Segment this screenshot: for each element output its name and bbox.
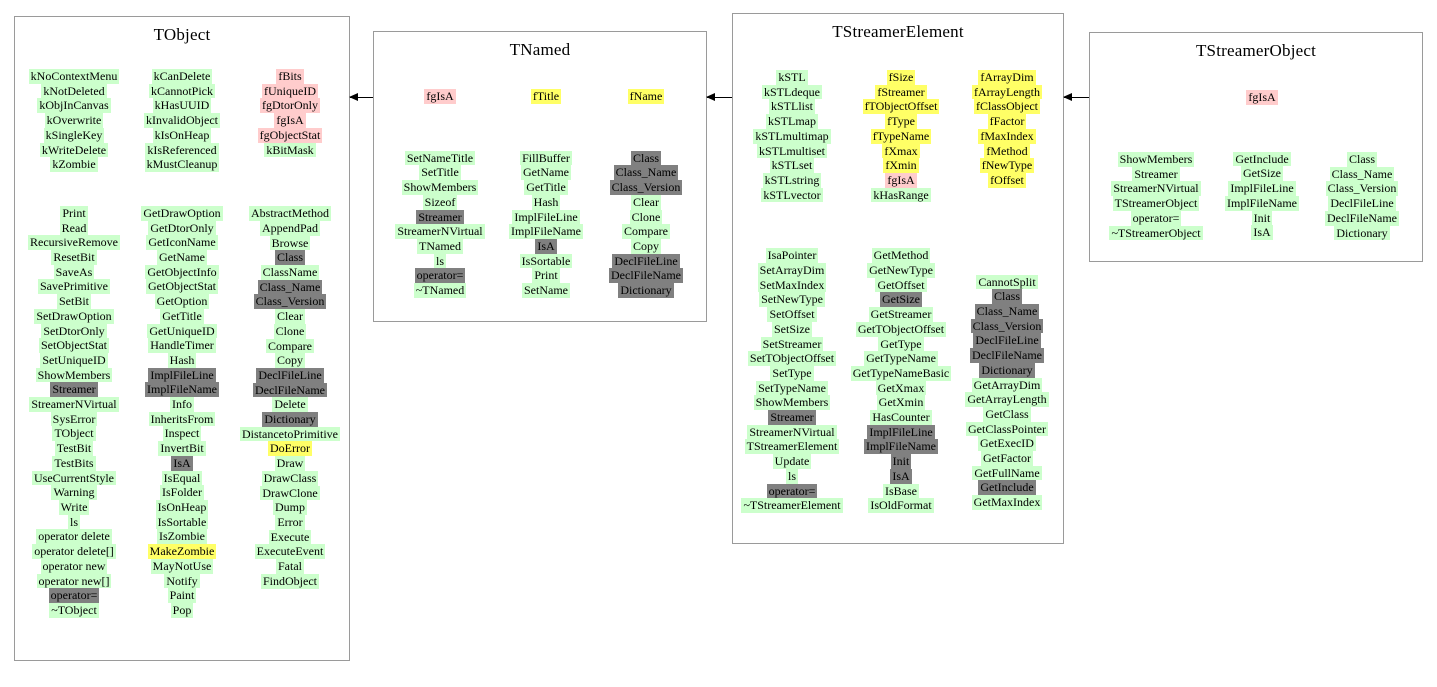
member-item[interactable]: TStreamerElement [746, 439, 838, 454]
member-item[interactable]: MayNotUse [152, 558, 212, 573]
member-item[interactable]: RecursiveRemove [30, 235, 118, 250]
member-item[interactable]: kSingleKey [45, 127, 103, 142]
member-item[interactable]: fFactor [989, 114, 1025, 129]
member-item[interactable]: GetInclude [1235, 151, 1289, 166]
member-item[interactable]: GetTObjectOffset [857, 321, 945, 336]
member-item[interactable]: kObjInCanvas [39, 98, 109, 113]
member-item[interactable]: DeclFileLine [614, 253, 678, 268]
member-item[interactable]: StreamerNVirtual [31, 397, 117, 412]
member-item[interactable]: AbstractMethod [251, 206, 329, 221]
member-item[interactable]: GetTitle [526, 180, 566, 195]
member-item[interactable]: SetNewType [761, 292, 823, 307]
member-item[interactable]: IsA [173, 455, 191, 470]
member-item[interactable]: SetType [772, 365, 812, 380]
member-item[interactable]: Notify [166, 573, 198, 588]
tnamed-col-2 [496, 62, 596, 298]
member-item[interactable]: operator new[] [38, 573, 110, 588]
member-item[interactable]: SetDtorOnly [43, 323, 105, 338]
member-item[interactable]: kCannotPick [151, 83, 213, 98]
member-item[interactable]: ImplFileLine [514, 209, 578, 224]
member-item[interactable]: ImplFileName [511, 224, 581, 239]
member-item[interactable]: GetXmin [878, 395, 924, 410]
class-title-tobject: TObject [153, 25, 211, 44]
class-title-tnamed: TNamed [509, 40, 571, 59]
member-item[interactable]: kSTLmultiset [759, 143, 825, 158]
member-item[interactable]: ~TStreamerObject [1111, 225, 1201, 240]
member-item[interactable]: TObject [54, 426, 94, 441]
member-item[interactable]: fXmin [885, 158, 917, 173]
member-item[interactable]: Dictionary [981, 362, 1033, 377]
member-item[interactable]: ShowMembers [755, 395, 829, 410]
member-item[interactable]: Class_Version [1327, 181, 1397, 196]
tstreamerobject-col-1 [1100, 63, 1212, 240]
member-item[interactable]: kIsOnHeap [154, 127, 210, 142]
member-item[interactable]: Draw [276, 456, 304, 471]
member-item[interactable]: GetInclude [980, 480, 1034, 495]
class-title-tstreamerobject: TStreamerObject [1195, 41, 1317, 60]
member-item[interactable]: ClassName [262, 265, 318, 280]
member-item[interactable]: Class [993, 289, 1020, 304]
member-item[interactable]: kSTLmultimap [755, 128, 829, 143]
member-item[interactable]: operator= [416, 268, 464, 283]
class-columns-tnamed [374, 62, 706, 298]
member-item[interactable]: GetOption [156, 294, 208, 309]
member-item[interactable]: fClassObject [976, 99, 1038, 114]
member-item[interactable]: Hash [169, 352, 195, 367]
member-item[interactable]: kMustCleanup [146, 157, 218, 172]
member-item[interactable]: SaveAs [55, 264, 93, 279]
member-item[interactable]: operator delete[] [34, 544, 114, 559]
member-item[interactable]: SetUniqueID [42, 352, 106, 367]
member-item[interactable]: IsaPointer [767, 248, 817, 263]
member-item[interactable]: DrawClass [263, 470, 317, 485]
member-item[interactable]: SetArrayDim [759, 263, 825, 278]
member-item[interactable]: IsEqual [163, 470, 201, 485]
member-item[interactable]: GetStreamer [870, 307, 932, 322]
member-item[interactable]: Write [60, 499, 88, 514]
member-item[interactable]: GetXmax [877, 380, 925, 395]
member-item[interactable]: Fatal [278, 559, 302, 574]
tstreamerobject-col-3 [1312, 63, 1412, 240]
member-item[interactable]: SysError [52, 411, 96, 426]
member-item[interactable]: fgIsA [887, 172, 915, 187]
member-item[interactable]: IsA [537, 238, 555, 253]
member-item[interactable]: DeclFileLine [1330, 196, 1394, 211]
member-item[interactable]: GetType [880, 336, 922, 351]
member-item[interactable]: GetSize [882, 292, 920, 307]
member-item[interactable]: Sizeof [424, 194, 456, 209]
member-item[interactable]: HandleTimer [150, 338, 214, 353]
member-item[interactable]: SetNameTitle [406, 150, 474, 165]
member-item[interactable]: InvertBit [160, 441, 204, 456]
member-item[interactable]: ~TNamed [415, 283, 465, 298]
member-item[interactable]: GetName [159, 250, 205, 265]
member-item[interactable]: Dictionary [1336, 225, 1388, 240]
member-item[interactable]: fOffset [990, 172, 1024, 187]
member-item[interactable]: IsSortable [157, 514, 207, 529]
member-item[interactable]: IsA [1253, 225, 1271, 240]
member-item[interactable]: ~TStreamerElement [743, 498, 841, 513]
class-columns-tstreamerelement [733, 44, 1063, 513]
member-item[interactable]: Class_Version [972, 318, 1042, 333]
member-item[interactable]: IsFolder [162, 485, 202, 500]
member-item[interactable]: kHasUUID [154, 98, 210, 113]
member-item[interactable]: SetStreamer [762, 336, 822, 351]
member-item[interactable]: Inspect [164, 426, 200, 441]
member-item[interactable]: Clear [277, 309, 303, 324]
member-item[interactable]: kSTLlist [770, 99, 813, 114]
member-item[interactable]: fBits [278, 69, 302, 83]
member-item[interactable]: fMethod [986, 143, 1028, 158]
member-item[interactable]: Delete [274, 397, 306, 412]
member-item[interactable]: ls [435, 253, 444, 268]
member-item[interactable]: DoError [270, 441, 310, 456]
member-item[interactable]: IsOldFormat [870, 498, 932, 513]
member-item[interactable]: HasCounter [872, 410, 930, 425]
member-item[interactable]: GetObjectStat [148, 279, 216, 294]
member-item[interactable]: SetTypeName [758, 380, 826, 395]
member-item[interactable]: SavePrimitive [40, 279, 108, 294]
member-item[interactable]: ImplFileLine [150, 367, 214, 382]
tobject-col-1 [18, 47, 130, 618]
member-item[interactable]: kNoContextMenu [30, 69, 118, 83]
member-item[interactable]: kSTLdeque [764, 84, 820, 99]
member-item[interactable]: TStreamerObject [1114, 196, 1198, 211]
member-item[interactable]: Copy [276, 353, 303, 368]
member-item[interactable]: ShowMembers [403, 180, 477, 195]
member-item[interactable]: SetMaxIndex [759, 277, 825, 292]
member-item[interactable]: GetUniqueID [149, 323, 215, 338]
member-item[interactable]: Streamer [418, 209, 462, 224]
member-item[interactable]: GetObjectInfo [147, 264, 217, 279]
class-title-tstreamerelement: TStreamerElement [832, 22, 964, 41]
member-item[interactable]: GetTitle [162, 308, 202, 323]
member-item[interactable]: GetFactor [983, 451, 1031, 466]
member-item[interactable]: Streamer [770, 410, 814, 425]
member-item[interactable]: GetIconName [148, 235, 216, 250]
member-item[interactable]: FillBuffer [522, 150, 570, 165]
member-item[interactable]: Class [632, 150, 659, 165]
tnamed-col-1 [384, 62, 496, 298]
member-item[interactable]: TNamed [419, 238, 461, 253]
member-item[interactable]: ExecuteEvent [256, 544, 324, 559]
member-item[interactable]: kInvalidObject [146, 113, 218, 128]
member-item[interactable]: fgDtorOnly [262, 98, 318, 113]
member-item[interactable]: InheritsFrom [150, 411, 214, 426]
member-item[interactable]: SetObjectStat [41, 338, 107, 353]
member-item[interactable]: StreamerNVirtual [749, 424, 835, 439]
member-item[interactable]: ~TObject [51, 602, 97, 617]
member-item[interactable]: fTObjectOffset [864, 99, 938, 114]
member-item[interactable]: kSTLset [771, 158, 813, 173]
tstreamerobject-col-2 [1212, 63, 1312, 240]
member-item[interactable]: fStreamer [877, 84, 925, 99]
member-item[interactable]: Browse [271, 235, 309, 250]
member-item[interactable]: ShowMembers [1119, 152, 1193, 166]
member-item[interactable]: kNotDeleted [43, 83, 105, 98]
member-item[interactable]: kSTLvector [763, 187, 821, 202]
arrow-tstreamerelement-to-tnamed [707, 97, 732, 98]
tstreamerelement-col-2 [848, 44, 954, 513]
member-item[interactable]: SetDrawOption [36, 308, 112, 323]
member-item[interactable]: fTitle [532, 89, 560, 103]
member-item[interactable]: Clone [275, 323, 305, 338]
member-item[interactable]: Info [172, 397, 192, 412]
member-item[interactable]: GetSize [1243, 166, 1281, 181]
member-item[interactable]: SetOffset [769, 307, 815, 322]
member-item[interactable]: SetTObjectOffset [749, 351, 835, 366]
member-item[interactable]: Class_Version [611, 180, 681, 195]
member-item[interactable]: Error [277, 514, 303, 529]
member-item[interactable]: Update [774, 454, 810, 469]
member-item[interactable]: GetArrayLength [967, 392, 1047, 407]
member-item[interactable]: Dictionary [620, 283, 672, 298]
member-item[interactable]: GetArrayDim [973, 377, 1041, 392]
class-columns-tobject [15, 47, 349, 618]
member-item[interactable]: Class_Name [615, 165, 677, 180]
member-item[interactable]: Compare [268, 338, 312, 353]
member-item[interactable]: GetFullName [974, 465, 1040, 480]
member-item[interactable]: operator= [768, 483, 816, 498]
member-item[interactable]: IsBase [885, 483, 917, 498]
member-item[interactable]: IsSortable [521, 253, 571, 268]
member-item[interactable]: operator= [1132, 210, 1180, 225]
tobject-col-2 [130, 47, 234, 618]
member-item[interactable]: DeclFileName [611, 268, 681, 283]
member-item[interactable]: fName [629, 89, 663, 103]
member-item[interactable]: SetSize [774, 321, 810, 336]
member-item[interactable]: Read [61, 220, 87, 235]
member-item[interactable]: Print [62, 205, 86, 220]
member-item[interactable]: DeclFileName [972, 348, 1042, 363]
member-item[interactable]: ImplFileLine [1230, 181, 1294, 196]
member-item[interactable]: Paint [169, 588, 195, 603]
member-item[interactable]: StreamerNVirtual [397, 224, 483, 239]
member-item[interactable]: ImplFileName [866, 439, 936, 454]
member-item[interactable]: GetTypeName [866, 351, 936, 366]
member-item[interactable]: GetClass [985, 406, 1029, 421]
member-item[interactable]: SetBit [58, 294, 89, 309]
member-item[interactable]: fArrayDim [980, 70, 1034, 84]
member-item[interactable]: fType [887, 114, 915, 129]
member-item[interactable]: Streamer [52, 382, 96, 397]
class-box-tobject[interactable] [14, 16, 350, 661]
class-box-tstreamerobject[interactable] [1089, 32, 1423, 262]
member-item[interactable]: kIsReferenced [147, 142, 217, 157]
member-item[interactable]: GetClassPointer [968, 421, 1046, 436]
member-item[interactable]: TestBit [56, 441, 92, 456]
member-item[interactable]: operator new [42, 558, 106, 573]
member-item[interactable]: kZombie [52, 157, 96, 172]
member-item[interactable]: fgIsA [426, 89, 454, 103]
member-item[interactable]: GetExecID [980, 436, 1034, 451]
member-item[interactable]: TestBits [54, 455, 94, 470]
member-item[interactable]: MakeZombie [149, 544, 215, 559]
member-item[interactable]: DrawClone [262, 485, 318, 500]
member-item[interactable]: kHasRange [873, 187, 929, 202]
member-item[interactable]: kCanDelete [153, 69, 211, 83]
member-item[interactable]: ShowMembers [37, 367, 111, 382]
member-item[interactable]: AppendPad [262, 220, 318, 235]
member-item[interactable]: fXmax [884, 143, 918, 158]
member-item[interactable]: DistancetoPrimitive [242, 426, 338, 441]
member-item[interactable]: kSTLstring [764, 172, 820, 187]
member-item[interactable]: Warning [53, 485, 95, 500]
member-item[interactable]: fTypeName [872, 128, 930, 143]
member-item[interactable]: Init [892, 454, 910, 469]
member-item[interactable]: fSize [888, 70, 914, 84]
member-item[interactable]: Copy [632, 238, 659, 253]
member-item[interactable]: StreamerNVirtual [1113, 181, 1199, 196]
member-item[interactable]: operator= [50, 588, 98, 603]
class-columns-tstreamerobject [1090, 63, 1422, 240]
member-item[interactable]: Init [1253, 210, 1271, 225]
member-item[interactable]: Print [534, 268, 558, 283]
member-item[interactable]: operator delete [38, 529, 110, 544]
member-item[interactable]: Dictionary [264, 412, 316, 427]
member-item[interactable]: Class [276, 250, 303, 265]
member-item[interactable]: ImplFileName [1227, 195, 1297, 210]
member-item[interactable]: kSTLmap [768, 114, 816, 129]
member-item[interactable]: GetMaxIndex [973, 495, 1041, 510]
member-item[interactable]: GetDrawOption [143, 205, 221, 220]
member-item[interactable]: ls [787, 468, 796, 483]
member-item[interactable]: SetTitle [421, 165, 459, 180]
member-item[interactable]: IsOnHeap [157, 499, 207, 514]
member-item[interactable]: GetDtorOnly [150, 220, 214, 235]
member-item[interactable]: fNewType [981, 158, 1033, 173]
member-item[interactable]: Class_Name [1331, 166, 1393, 181]
member-item[interactable]: DeclFileName [255, 382, 325, 397]
tobject-col-3 [234, 47, 346, 589]
member-item[interactable]: ImplFileName [147, 382, 217, 397]
arrow-tstreamerobject-to-tstreamerelement [1064, 97, 1089, 98]
member-item[interactable]: Class_Version [255, 294, 325, 309]
member-item[interactable]: GetName [523, 165, 569, 180]
member-item[interactable]: kOverwrite [46, 113, 102, 128]
member-item[interactable]: IsA [892, 468, 910, 483]
member-item[interactable]: UseCurrentStyle [34, 470, 114, 485]
member-item[interactable]: fArrayLength [974, 84, 1040, 99]
member-item[interactable]: DeclFileLine [258, 367, 322, 382]
member-item[interactable]: fUniqueID [264, 83, 316, 98]
member-item[interactable]: kWriteDelete [41, 142, 107, 157]
member-item[interactable]: ImplFileLine [869, 424, 933, 439]
member-item[interactable]: fgIsA [1248, 90, 1276, 104]
member-item[interactable]: ResetBit [53, 250, 95, 265]
member-item[interactable]: Clear [633, 194, 659, 209]
arrow-tnamed-to-tobject [350, 97, 373, 98]
member-item[interactable]: DeclFileLine [975, 333, 1039, 348]
member-item[interactable]: fMaxIndex [980, 128, 1034, 143]
tnamed-col-3 [596, 62, 696, 298]
member-item[interactable]: Compare [624, 224, 668, 239]
member-item[interactable]: kBitMask [266, 142, 314, 157]
member-item[interactable]: SetName [524, 283, 568, 298]
member-item[interactable]: Pop [172, 602, 192, 617]
member-item[interactable]: Class_Name [976, 304, 1038, 319]
member-item[interactable]: Streamer [1134, 166, 1178, 181]
member-item[interactable]: ls [69, 514, 78, 529]
member-item[interactable]: FindObject [263, 573, 317, 588]
member-item[interactable]: Hash [533, 194, 559, 209]
class-box-tnamed[interactable] [373, 31, 707, 322]
member-item[interactable]: DeclFileName [1327, 210, 1397, 225]
member-item[interactable]: fgObjectStat [259, 127, 321, 142]
member-item[interactable]: IsZombie [159, 529, 205, 544]
member-item[interactable]: fgIsA [276, 113, 304, 128]
class-box-tstreamerelement[interactable] [732, 13, 1064, 544]
member-item[interactable]: GetMethod [873, 248, 929, 263]
tstreamerelement-col-3 [954, 44, 1060, 510]
tstreamerelement-col-1 [736, 44, 848, 513]
member-item[interactable]: kSTL [778, 70, 806, 84]
member-item[interactable]: GetNewType [869, 263, 933, 278]
member-item[interactable]: CannotSplit [978, 274, 1036, 289]
member-item[interactable]: GetOffset [877, 277, 925, 292]
member-item[interactable]: Class [1348, 152, 1375, 166]
member-item[interactable]: Execute [270, 529, 310, 544]
member-item[interactable]: GetTypeNameBasic [852, 365, 950, 380]
member-item[interactable]: Clone [631, 209, 661, 224]
member-item[interactable]: Class_Name [259, 279, 321, 294]
member-item[interactable]: Dump [275, 500, 305, 515]
